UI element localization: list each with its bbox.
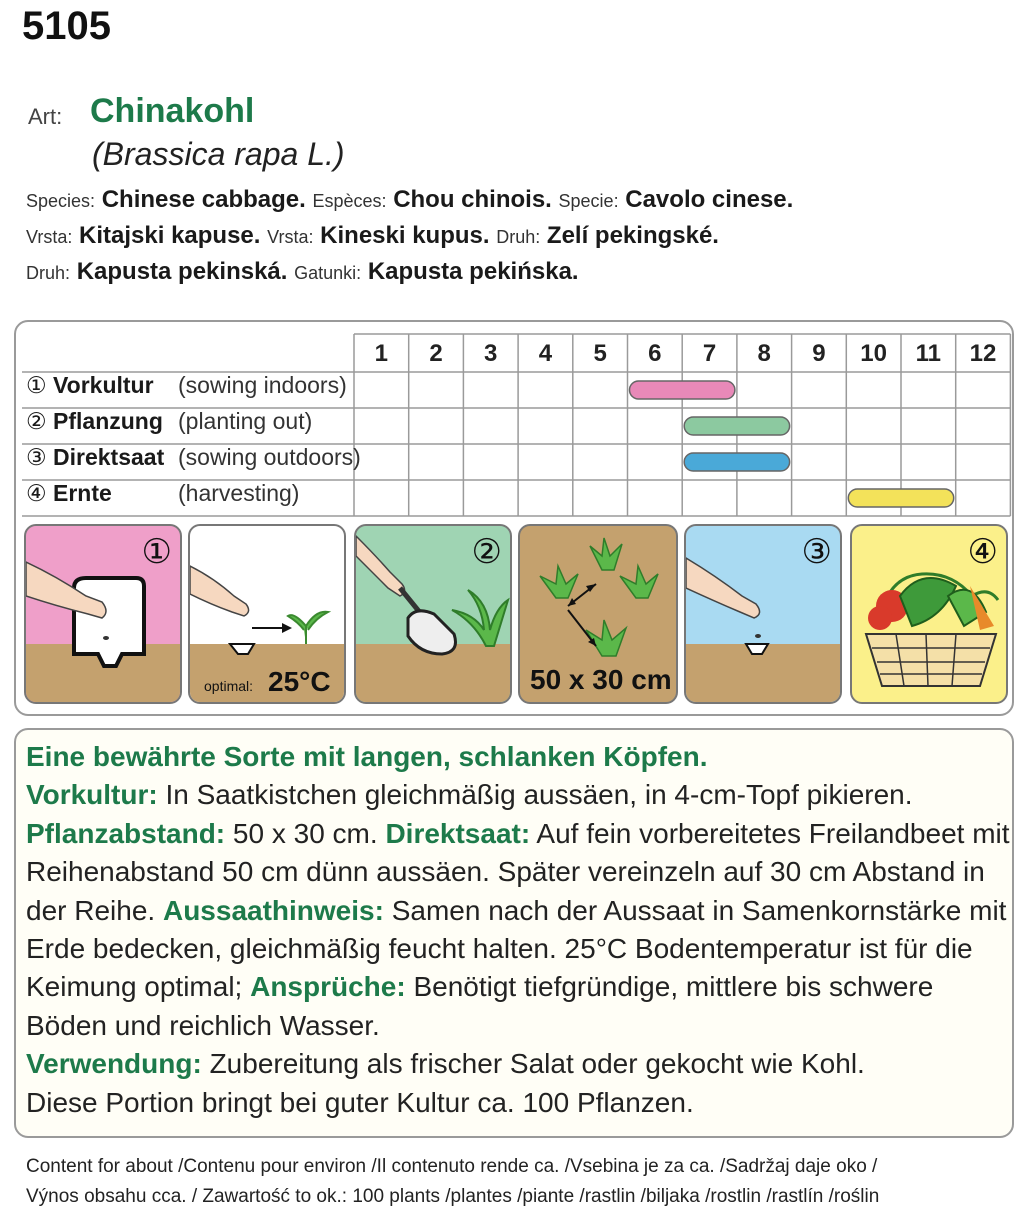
optimal-label: optimal:: [204, 678, 254, 694]
art-label: Art:: [28, 104, 63, 129]
specie-name: Cavolo cinese.: [625, 186, 794, 213]
row-en-vorkultur: [178, 372, 347, 399]
portion-text: Diese Portion bringt bei guter Kultur ca. 100 Pflanzen.: [26, 1086, 694, 1118]
calendar-bar: [848, 489, 953, 507]
row-num: ①: [26, 372, 47, 398]
panel-harvesting: [850, 524, 1008, 704]
species-names-line-1: [26, 186, 793, 214]
calendar-bar: [684, 453, 789, 471]
row-num: ②: [26, 408, 47, 434]
vorkultur-text: In Saatkistchen gleichmäßig aussäen, in 4-cm-Topf pikieren.: [157, 779, 913, 811]
row-de: Direktsaat: [53, 444, 165, 470]
row-en-direktsaat: [178, 444, 361, 471]
row-label-vorkultur: [26, 372, 154, 399]
species-name: Chinese cabbage.: [101, 186, 306, 213]
panel-planting-out: [354, 524, 512, 704]
row-en: (planting out): [178, 408, 313, 434]
month-label: 10: [860, 340, 887, 367]
month-label: 1: [374, 340, 389, 367]
month-label: 6: [648, 340, 662, 367]
ansprueche-text: Benötigt tiefgründige, mittlere bis schwere Böden und reichlich Wasser.: [26, 971, 934, 1041]
month-label: 7: [702, 340, 717, 367]
druh-sk-label: Druh:: [26, 263, 71, 283]
step-4-badge: ④: [967, 533, 998, 571]
panel-germination: [188, 524, 346, 704]
month-label: 8: [757, 340, 771, 367]
verwendung-label: Verwendung:: [26, 1048, 202, 1080]
intro-text: Eine bewährte Sorte mit langen, schlanken Köpfen.: [26, 741, 708, 772]
vrsta-hr-name: Kineski kupus.: [320, 222, 490, 249]
species-label: Species:: [26, 191, 96, 211]
row-de: Ernte: [53, 480, 112, 506]
month-label: 9: [812, 340, 826, 367]
month-label: 3: [484, 340, 498, 367]
vorkultur-label: Vorkultur:: [26, 779, 158, 811]
row-label-pflanzung: [26, 408, 163, 435]
gatunki-name: Kapusta pekińska.: [367, 258, 579, 285]
aussaathinweis-text: Samen nach der Aussaat in Samenkornstärke mit Erde bedecken, gleichmäßig feucht halten. 25°C Bodentemperatur ist für die Keimung optimal;: [26, 894, 1007, 1003]
panel-sowing-outdoors: [684, 524, 842, 704]
row-num: ④: [26, 480, 47, 506]
calendar-bar: [684, 417, 789, 435]
verwendung-text: Zubereitung als frischer Salat oder gekocht wie Kohl.: [201, 1048, 865, 1080]
footer-content-line-1: Content for about /Contenu pour environ /Il contenuto rende ca. /Vsebina je za ca. /Sadržaj daje oko /: [26, 1156, 878, 1177]
panel-plant-spacing: [518, 524, 678, 704]
vrsta-hr-label: Vrsta:: [267, 227, 314, 247]
druh-sk-name: Kapusta pekinská.: [76, 258, 288, 285]
spacing-label: 50 x 30 cm: [530, 664, 672, 695]
abstand-text: 50 x 30 cm.: [225, 817, 386, 849]
ansprueche-label: Ansprüche:: [250, 971, 406, 1003]
calendar-bar: [630, 381, 735, 399]
row-en-ernte: [178, 480, 299, 507]
row-num: ③: [26, 444, 47, 470]
species-names-line-2: [26, 222, 719, 250]
abstand-label: Pflanzabstand:: [26, 817, 226, 849]
vrsta-sl-name: Kitajski kapuse.: [79, 222, 261, 249]
direktsaat-text: Auf fein vorbereitetes Freilandbeet mit Reihenabstand 50 cm dünn aussäen. Später vereinzeln auf 30 cm Abstand in der Reihe.: [26, 817, 1010, 926]
direktsaat-label: Direktsaat:: [385, 817, 531, 849]
row-en-pflanzung: [178, 408, 312, 435]
row-label-direktsaat: [26, 444, 164, 471]
panel-sowing-indoors: [24, 524, 182, 704]
vrsta-sl-label: Vrsta:: [26, 227, 73, 247]
species-names-line-3: [26, 258, 579, 286]
latin-name: (Brassica rapa L.): [92, 136, 345, 172]
art-name: Chinakohl: [90, 92, 255, 130]
aussaathinweis-label: Aussaathinweis:: [162, 894, 384, 926]
month-label: 11: [915, 340, 942, 367]
row-en: (sowing indoors): [178, 372, 347, 398]
month-label: 12: [969, 340, 997, 367]
especes-name: Chou chinois.: [393, 186, 552, 213]
row-en: (sowing outdoors): [178, 444, 361, 470]
druh-cz-label: Druh:: [496, 227, 541, 247]
month-label: 2: [429, 340, 443, 367]
month-label: 4: [538, 340, 553, 367]
row-en: (harvesting): [178, 480, 300, 506]
optimal-temperature: 25°C: [268, 666, 331, 697]
specie-label: Specie:: [558, 191, 619, 211]
row-label-ernte: [26, 480, 112, 507]
step-2-badge: ②: [471, 533, 502, 571]
gatunki-label: Gatunki:: [294, 263, 362, 283]
row-de: Pflanzung: [53, 408, 163, 434]
footer-content-line-2: Výnos obsahu cca. / Zawartość to ok.: 100 plants /plantes /piante /rastlin /biljaka /rostlin /rastlín /roślin: [26, 1186, 880, 1207]
cultivation-info-text: [26, 738, 1011, 1122]
month-label: 5: [593, 340, 607, 367]
step-3-badge: ③: [801, 533, 832, 571]
product-code: 5105: [22, 4, 111, 48]
especes-label: Espèces:: [312, 191, 387, 211]
druh-cz-name: Zelí pekingské.: [546, 222, 719, 249]
step-1-badge: ①: [141, 533, 172, 571]
row-de: Vorkultur: [53, 372, 154, 398]
